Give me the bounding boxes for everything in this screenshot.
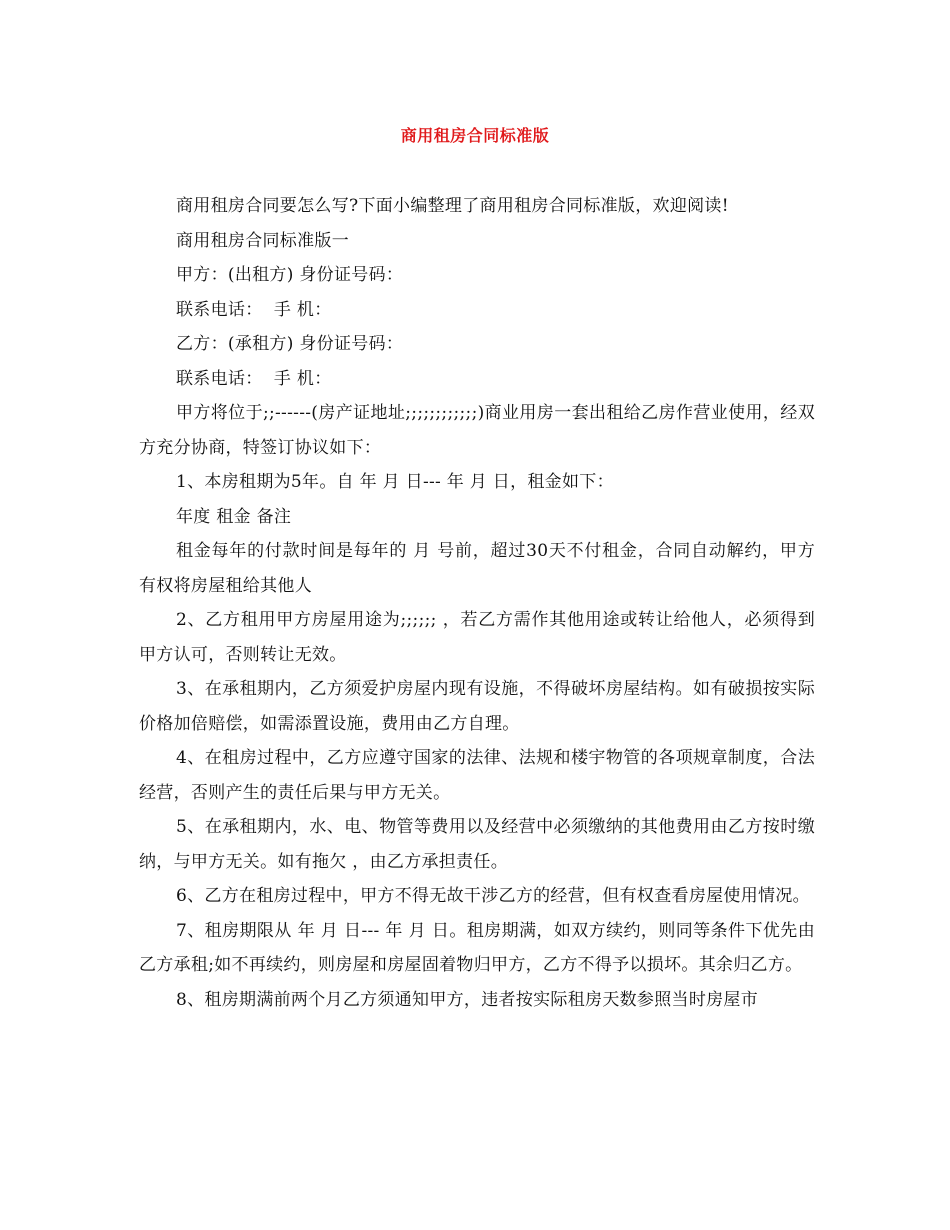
clause-7: 7、租房期限从 年 月 日--- 年 月 日。租房期满，如双方续约，则同等条件下优先由乙方承租;如不再续约，则房屋和房屋固着物归甲方，乙方不得予以损坏。其余归乙方。 bbox=[139, 920, 815, 975]
party-b-contact-line: 联系电话： 手 机： bbox=[176, 368, 332, 389]
section-heading: 商用租房合同标准版一 bbox=[176, 230, 349, 251]
clause-2: 2、乙方租用甲方房屋用途为;;;;;; ，若乙方需作其他用途或转让给他人，必须得到甲方认可，否则转让无效。 bbox=[139, 610, 815, 665]
clause-3: 3、在承租期内，乙方须爱护房屋内现有设施，不得破坏房屋结构。如有破损按实际价格加倍赔偿，如需添置设施，费用由乙方自理。 bbox=[139, 679, 815, 734]
clause-8: 8、租房期满前两个月乙方须通知甲方，违者按实际租房天数参照当时房屋市 bbox=[176, 989, 759, 1010]
clause-4: 4、在租房过程中，乙方应遵守国家的法律、法规和楼宇物管的各项规章制度，合法经营，否则产生的责任后果与甲方无关。 bbox=[139, 748, 815, 803]
clause-5: 5、在承租期内，水、电、物管等费用以及经营中必须缴纳的其他费用由乙方按时缴纳，与甲方无关。如有拖欠 ，由乙方承担责任。 bbox=[139, 817, 815, 872]
party-b-line: 乙方：(承租方) 身份证号码： bbox=[176, 334, 404, 354]
clause-6: 6、乙方在租房过程中，甲方不得无故干涉乙方的经营，但有权查看房屋使用情况。 bbox=[176, 886, 810, 906]
premises-paragraph: 甲方将位于;;------(房产证地址;;;;;;;;;;;;)商业用房一套出租给乙房作营业使用，经双方充分协商，特签订协议如下： bbox=[139, 403, 815, 458]
rent-table-header: 年度 租金 备注 bbox=[176, 506, 292, 527]
document-title: 商用租房合同标准版 bbox=[400, 126, 550, 145]
document-body bbox=[139, 189, 815, 1017]
payment-paragraph: 租金每年的付款时间是每年的 月 号前，超过30天不付租金，合同自动解约，甲方有权将房屋租给其他人 bbox=[139, 541, 815, 596]
intro-paragraph: 商用租房合同要怎么写?下面小编整理了商用租房合同标准版，欢迎阅读! bbox=[176, 196, 729, 216]
party-a-contact-line: 联系电话： 手 机： bbox=[176, 299, 332, 320]
clause-1: 1、本房租期为5年。自 年 月 日--- 年 月 日，租金如下： bbox=[176, 472, 614, 492]
party-a-line: 甲方：(出租方) 身份证号码： bbox=[176, 265, 404, 285]
